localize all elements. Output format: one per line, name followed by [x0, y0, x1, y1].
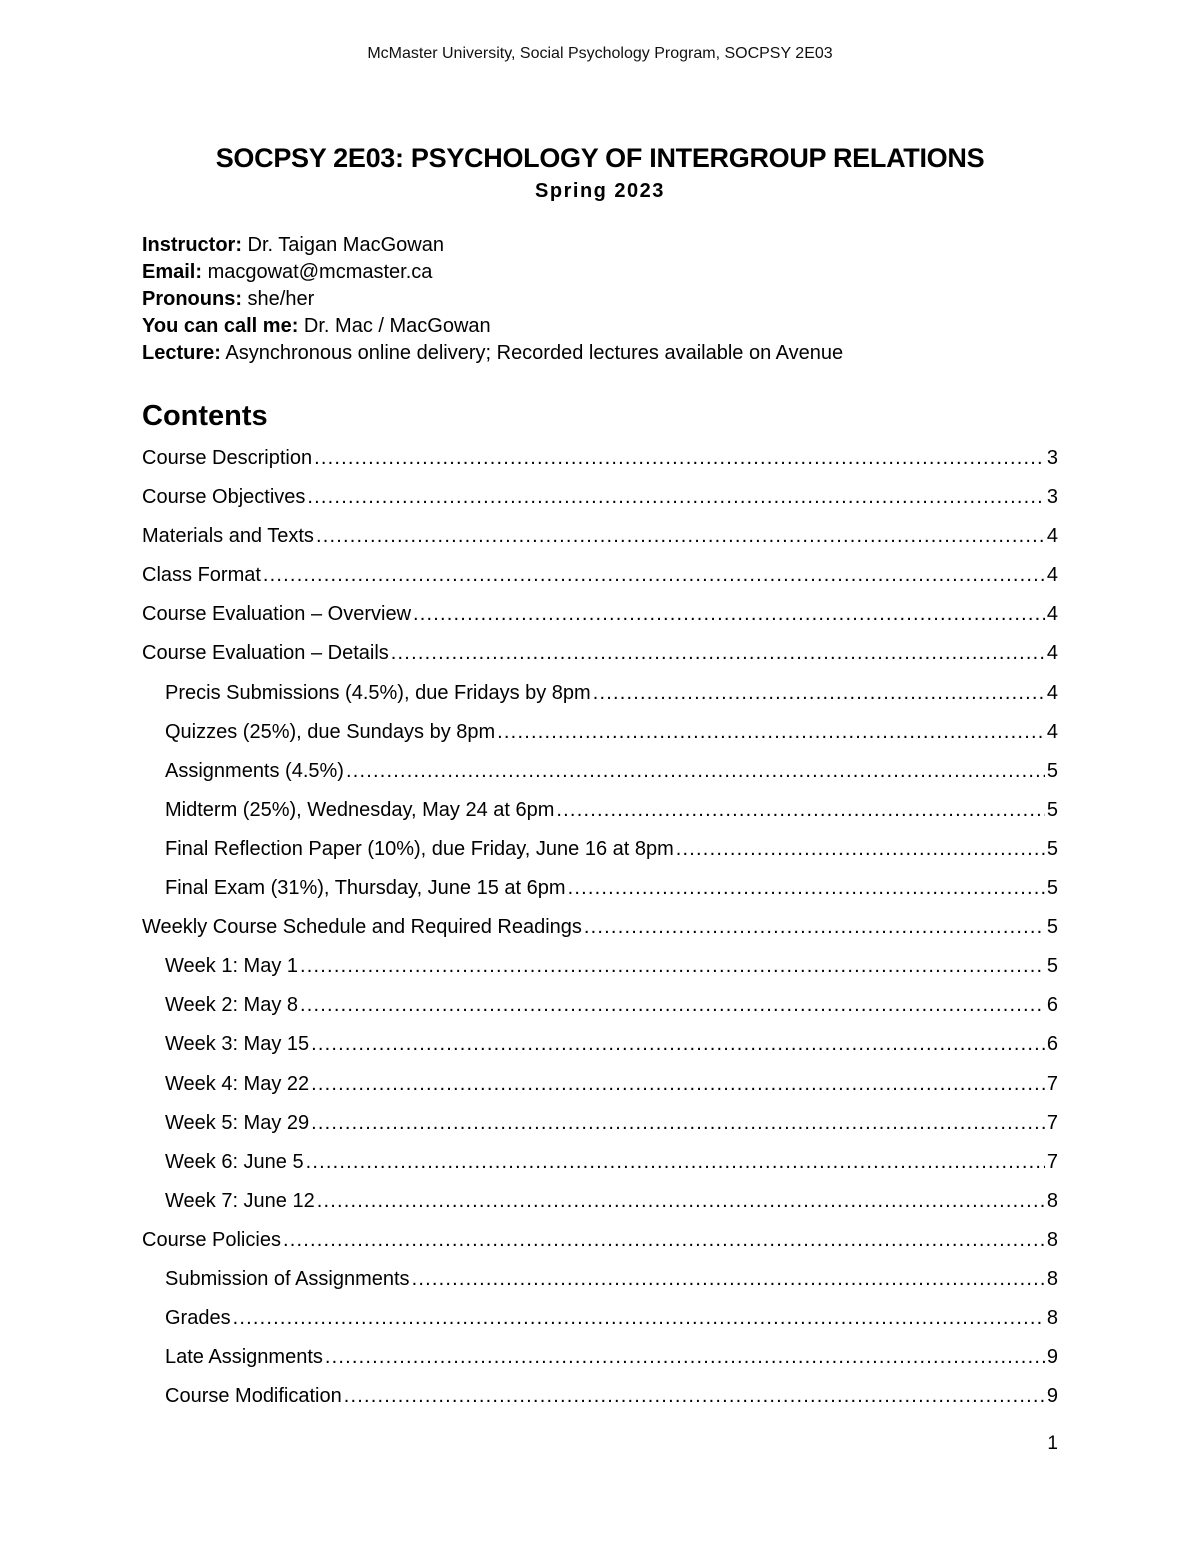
toc-entry-title: Materials and Texts [142, 525, 314, 548]
lecture-line [142, 340, 1102, 367]
toc-entry-page: 3 [1046, 447, 1058, 469]
toc-dot-leader [568, 869, 1045, 908]
toc-entry-title: Late Assignments [165, 1346, 323, 1369]
toc-entry-page: 4 [1046, 525, 1058, 548]
toc-entry-page: 5 [1046, 837, 1058, 860]
toc-entry[interactable] [142, 517, 1058, 556]
email-label: Email: [142, 261, 203, 283]
toc-entry[interactable] [142, 986, 1058, 1025]
toc-entry-title: Course Evaluation – Overview [142, 603, 412, 626]
toc-dot-leader [314, 439, 1045, 478]
toc-dot-leader [311, 1025, 1045, 1064]
toc-entry-title: Week 1: May 1 [165, 955, 299, 978]
toc-entry-page: 5 [1046, 916, 1058, 939]
course-info-block [142, 232, 1102, 367]
toc-entry-title: Week 7: June 12 [165, 1189, 315, 1212]
toc-dot-leader [307, 478, 1044, 517]
toc-entry[interactable] [142, 1260, 1058, 1299]
toc-entry-page: 4 [1046, 603, 1058, 626]
toc-entry[interactable] [142, 1182, 1058, 1221]
toc-entry-page: 4 [1046, 642, 1058, 665]
toc-entry-title: Course Evaluation – Details [142, 642, 389, 665]
call-me-label: You can call me: [142, 315, 299, 337]
toc-entry[interactable] [142, 713, 1058, 752]
toc-dot-leader [584, 908, 1045, 947]
toc-entry[interactable] [142, 1338, 1058, 1377]
toc-entry-page: 6 [1046, 1033, 1058, 1056]
toc-entry-page: 4 [1046, 720, 1058, 743]
toc-dot-leader [316, 517, 1045, 556]
instructor-value: Dr. Taigan MacGowan [242, 234, 444, 256]
toc-dot-leader [263, 556, 1045, 595]
toc-entry-title: Precis Submissions (4.5%), due Fridays by 8pm [165, 681, 591, 704]
toc-entry[interactable] [142, 1065, 1058, 1104]
toc-dot-leader [311, 1065, 1045, 1104]
toc-dot-leader [497, 713, 1045, 752]
instructor-label: Instructor: [142, 234, 242, 256]
toc-dot-leader [344, 1377, 1045, 1416]
lecture-value: Asynchronous online delivery; Recorded lectures available on Avenue [220, 342, 844, 364]
toc-dot-leader [391, 634, 1045, 673]
toc-entry-page: 9 [1046, 1346, 1058, 1369]
toc-dot-leader [300, 947, 1045, 986]
toc-entry[interactable] [142, 595, 1058, 634]
toc-entry-page: 6 [1046, 994, 1058, 1017]
table-of-contents [142, 439, 1058, 1416]
toc-entry-title: Class Format [142, 564, 261, 587]
toc-dot-leader [233, 1299, 1045, 1338]
toc-entry-title: Final Exam (31%), Thursday, June 15 at 6pm [165, 877, 566, 900]
toc-entry[interactable] [142, 1025, 1058, 1064]
toc-entry-page: 7 [1046, 1111, 1058, 1134]
toc-entry-page: 7 [1046, 1072, 1058, 1095]
toc-entry-title: Course Modification [165, 1385, 342, 1408]
toc-entry-page: 4 [1046, 564, 1058, 587]
toc-entry[interactable] [142, 556, 1058, 595]
toc-entry-title: Assignments (4.5%) [165, 759, 344, 782]
pronouns-label: Pronouns: [142, 288, 242, 310]
page-number: 1 [1047, 1433, 1058, 1454]
toc-entry[interactable] [142, 752, 1058, 791]
toc-entry-page: 8 [1046, 1267, 1058, 1290]
toc-entry-page: 5 [1046, 798, 1058, 821]
toc-dot-leader [325, 1338, 1045, 1377]
toc-entry[interactable] [142, 869, 1058, 908]
toc-entry-title: Week 5: May 29 [165, 1111, 310, 1134]
call-me-line [142, 313, 1102, 340]
toc-entry-page: 4 [1046, 681, 1058, 704]
toc-dot-leader [346, 752, 1045, 791]
toc-dot-leader [306, 1143, 1045, 1182]
toc-dot-leader [311, 1104, 1045, 1143]
running-header: McMaster University, Social Psychology Program, SOCPSY 2E03 [367, 45, 833, 62]
toc-dot-leader [593, 674, 1045, 713]
toc-dot-leader [300, 986, 1045, 1025]
toc-dot-leader [317, 1182, 1045, 1221]
toc-entry[interactable] [142, 908, 1058, 947]
toc-entry-title: Grades [165, 1307, 231, 1330]
toc-entry-page: 8 [1046, 1189, 1058, 1212]
toc-entry-page: 5 [1046, 955, 1058, 978]
lecture-label: Lecture: [142, 342, 221, 364]
toc-entry[interactable] [142, 1104, 1058, 1143]
toc-dot-leader [556, 791, 1044, 830]
toc-entry-page: 8 [1046, 1228, 1058, 1251]
toc-entry[interactable] [142, 830, 1058, 869]
course-title: SOCPSY 2E03: PSYCHOLOGY OF INTERGROUP RELATIONS [215, 143, 985, 173]
email-value: macgowat@mcmaster.ca [202, 261, 433, 283]
toc-entry[interactable] [142, 1377, 1058, 1416]
toc-entry-title: Weekly Course Schedule and Required Readings [142, 916, 582, 939]
toc-entry-title: Week 6: June 5 [165, 1150, 304, 1173]
toc-entry[interactable] [142, 1299, 1058, 1338]
toc-entry-page: 8 [1046, 1307, 1058, 1330]
toc-entry-page: 5 [1046, 759, 1058, 782]
toc-entry-title: Week 3: May 15 [165, 1033, 310, 1056]
toc-entry[interactable] [142, 1221, 1058, 1260]
toc-dot-leader [413, 595, 1045, 634]
toc-entry-title: Week 4: May 22 [165, 1072, 310, 1095]
toc-entry-page: 9 [1046, 1385, 1058, 1408]
toc-entry[interactable] [142, 791, 1058, 830]
toc-entry-title: Course Description [142, 447, 313, 469]
toc-entry-page: 7 [1046, 1150, 1058, 1173]
contents-heading: Contents [142, 400, 268, 432]
toc-entry-title: Quizzes (25%), due Sundays by 8pm [165, 720, 496, 743]
toc-entry[interactable] [142, 478, 1058, 517]
toc-entry[interactable] [142, 1143, 1058, 1182]
pronouns-line [142, 286, 1102, 313]
email-line [142, 259, 1102, 286]
toc-entry-title: Submission of Assignments [165, 1267, 410, 1290]
toc-entry-page: 5 [1046, 877, 1058, 900]
toc-dot-leader [676, 830, 1045, 869]
course-term: Spring 2023 [535, 180, 665, 202]
toc-entry[interactable] [142, 674, 1058, 713]
toc-entry-title: Midterm (25%), Wednesday, May 24 at 6pm [165, 798, 555, 821]
toc-entry[interactable] [142, 634, 1058, 673]
toc-entry-title: Course Objectives [142, 486, 306, 509]
toc-dot-leader [412, 1260, 1045, 1299]
call-me-value: Dr. Mac / MacGowan [298, 315, 491, 337]
toc-entry-title: Week 2: May 8 [165, 994, 299, 1017]
instructor-line [142, 232, 1102, 259]
toc-entry-title: Final Reflection Paper (10%), due Friday, June 16 at 8pm [165, 837, 674, 860]
toc-dot-leader [283, 1221, 1045, 1260]
pronouns-value: she/her [242, 288, 315, 310]
toc-entry[interactable] [142, 947, 1058, 986]
toc-entry-title: Course Policies [142, 1228, 281, 1251]
toc-entry[interactable] [142, 439, 1058, 478]
toc-entry-page: 3 [1046, 486, 1058, 509]
